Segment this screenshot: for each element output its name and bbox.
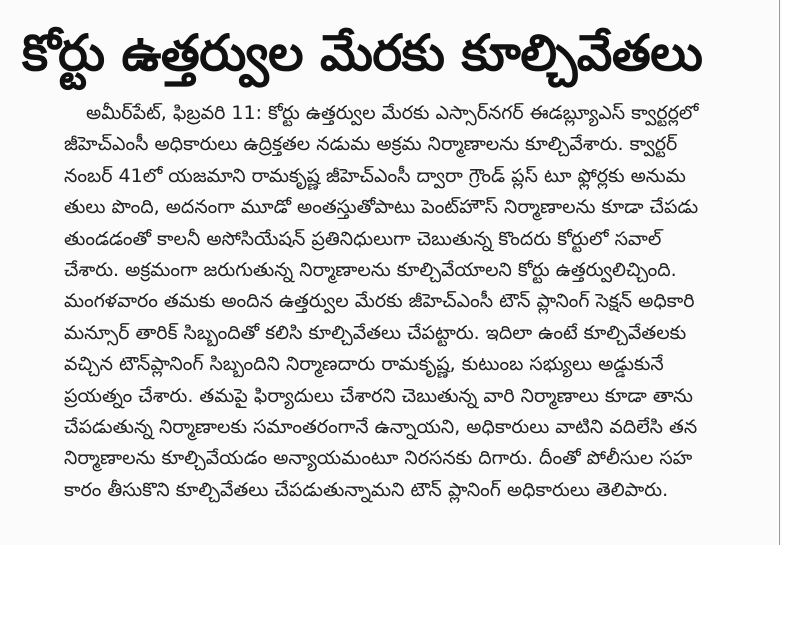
article-line: మన్సూర్ తారిక్ సిబ్బందితో కలిసి కూల్చివేతలు చేపట్టారు. ఇదిలా ఉంటే కూల్చివేతలకు xyxy=(64,321,687,344)
article-line: నంబర్ 41లో యజమాని రామకృష్ణ జీహెచ్ఎంసీ ద్వారా గ్రౌండ్ ప్లస్ టూ ఫ్లోర్లకు అనుమ xyxy=(64,164,686,187)
article-body xyxy=(64,98,764,506)
article-line: తుండడంతో కాలనీ అసోసియేషన్ ప్రతినిధులుగా చెబుతున్న కొందరు కోర్టులో సవాల్ xyxy=(64,227,662,250)
article-line: ప్రయత్నం చేశారు. తమపై ఫిర్యాదులు చేశారని చెబుతున్న వారి నిర్మాణాలు కూడా తాను xyxy=(64,384,693,407)
headline: కోర్టు ఉత్తర్వుల మేరకు కూల్చివేతలు xyxy=(22,24,703,82)
article-line: కారం తీసుకొని కూల్చివేతలు చేపడుతున్నామని టౌన్ ప్లానింగ్ అధికారులు తెలిపారు. xyxy=(64,478,669,501)
article-line: తులు పొంది, అదనంగా మూడో అంతస్తుతోపాటు పెంట్‌హౌస్ నిర్మాణాలను కూడా చేపడు xyxy=(64,196,699,219)
article-line: చేశారు. అక్రమంగా జరుగుతున్న నిర్మాణాలను కూల్చివేయాలని కోర్టు ఉత్తర్వులిచ్చింది. xyxy=(64,258,677,281)
article-line: జీహెచ్ఎంసీ అధికారులు ఉద్రిక్తతల నడుమ అక్రమ నిర్మాణాలను కూల్చివేశారు. క్వార్టర్ xyxy=(64,133,678,156)
article-line: చేపడుతున్న నిర్మాణాలకు సమాంతరంగానే ఉన్నాయని, అధికారులు వాటిని వదిలేసి తన xyxy=(64,415,698,438)
article-line: వచ్చిన టౌన్‌ప్లానింగ్ సిబ్బందిని నిర్మాణదారు రామకృష్ణ, కుటుంబ సభ్యులు అడ్డుకునే xyxy=(64,353,664,376)
column-rule xyxy=(779,0,780,545)
article-line: మంగళవారం తమకు అందిన ఉత్తర్వుల మేరకు జీహెచ్ఎంసీ టౌన్ ప్లానింగ్ సెక్షన్ అధికారి xyxy=(64,290,695,313)
article-line: నిర్మాణాలను కూల్చివేయడం అన్యాయమంటూ నిరసనకు దిగారు. దీంతో పోలీసుల సహ xyxy=(64,447,693,470)
article-line: అమీర్‌పేట్, ఫిబ్రవరి 11: కోర్టు ఉత్తర్వుల మేరకు ఎస్సార్‌నగర్ ఈడబ్ల్యూఎస్ క్వార్టర్లలో xyxy=(86,102,699,124)
